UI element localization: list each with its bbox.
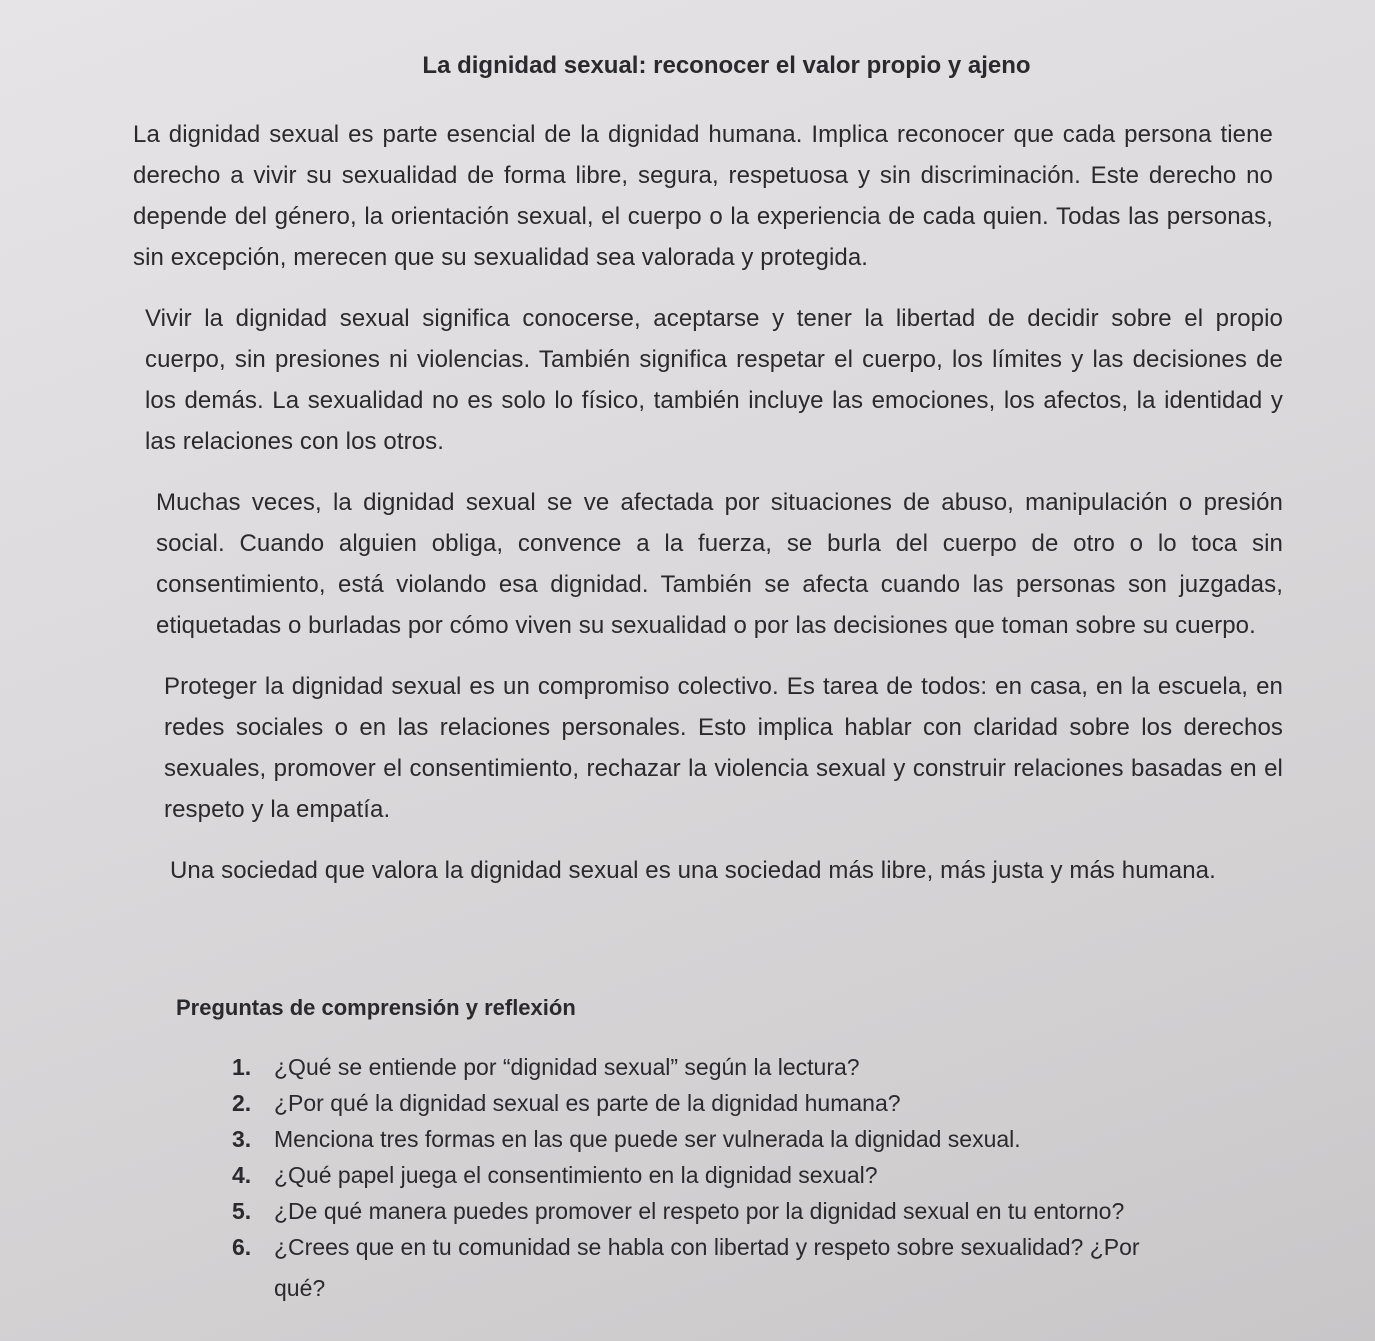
- question-number: 4.: [232, 1162, 252, 1188]
- question-text-continuation: qué?: [274, 1275, 326, 1301]
- document-title: La dignidad sexual: reconocer el valor propio y ajeno: [422, 52, 1031, 79]
- question-item: [232, 1085, 1283, 1121]
- question-text: ¿Qué se entiende por “dignidad sexual” según la lectura?: [274, 1054, 860, 1080]
- question-text: ¿De qué manera puedes promover el respeto por la dignidad sexual en tu entorno?: [274, 1198, 1125, 1224]
- question-text: ¿Por qué la dignidad sexual es parte de la dignidad humana?: [274, 1090, 901, 1116]
- paragraph-conclusion: Una sociedad que valora la dignidad sexual es una sociedad más libre, más justa y más humana.: [170, 857, 1216, 884]
- question-number: 6.: [232, 1234, 252, 1260]
- question-item: [232, 1121, 1283, 1157]
- question-item: [232, 1049, 1283, 1085]
- questions-list: [150, 1049, 1283, 1311]
- questions-heading: Preguntas de comprensión y reflexión: [176, 995, 576, 1020]
- question-text: ¿Qué papel juega el consentimiento en la dignidad sexual?: [274, 1162, 878, 1188]
- question-item: [232, 1157, 1283, 1193]
- question-item: [232, 1193, 1283, 1229]
- paragraph-living-dignity: Vivir la dignidad sexual significa conocerse, aceptarse y tener la libertad de decidir sobre el propio cuerpo, sin presiones ni violencias. También significa respetar el cuerpo, los límites y las decisiones de los demás. La sexualidad no es solo lo físico, también incluye las emociones, los afectos, la identidad y las relaciones con los otros.: [145, 305, 1283, 455]
- paragraph-intro: La dignidad sexual es parte esencial de la dignidad humana. Implica reconocer que cada persona tiene derecho a vivir su sexualidad de forma libre, segura, respetuosa y sin discriminación. Este derecho no depende del género, la orientación sexual, el cuerpo o la experiencia de cada quien. Todas las personas, sin excepción, merecen que su sexualidad sea valorada y protegida.: [133, 121, 1273, 271]
- question-number: 1.: [232, 1054, 252, 1080]
- question-number: 5.: [232, 1198, 252, 1224]
- paragraph-violations: Muchas veces, la dignidad sexual se ve afectada por situaciones de abuso, manipulación o presión social. Cuando alguien obliga, convence a la fuerza, se burla del cuerpo de otro o lo toca sin consentimiento, está violando esa dignidad. También se afecta cuando las personas son juzgadas, etiquetadas o burladas por cómo viven su sexualidad o por las decisiones que toman sobre su cuerpo.: [156, 489, 1283, 639]
- question-text-wrapper: [274, 1229, 1283, 1311]
- question-number: 2.: [232, 1090, 252, 1116]
- question-number: 3.: [232, 1126, 252, 1152]
- question-text: Menciona tres formas en las que puede ser vulnerada la dignidad sexual.: [274, 1126, 1021, 1152]
- question-item: [232, 1229, 1283, 1311]
- question-text: ¿Crees que en tu comunidad se habla con libertad y respeto sobre sexualidad? ¿Por: [274, 1234, 1140, 1260]
- paragraph-collective-commitment: Proteger la dignidad sexual es un compromiso colectivo. Es tarea de todos: en casa, en la escuela, en redes sociales o en las relaciones personales. Esto implica hablar con claridad sobre los derechos sexuales, promover el consentimiento, rechazar la violencia sexual y construir relaciones basadas en el respeto y la empatía.: [164, 673, 1283, 823]
